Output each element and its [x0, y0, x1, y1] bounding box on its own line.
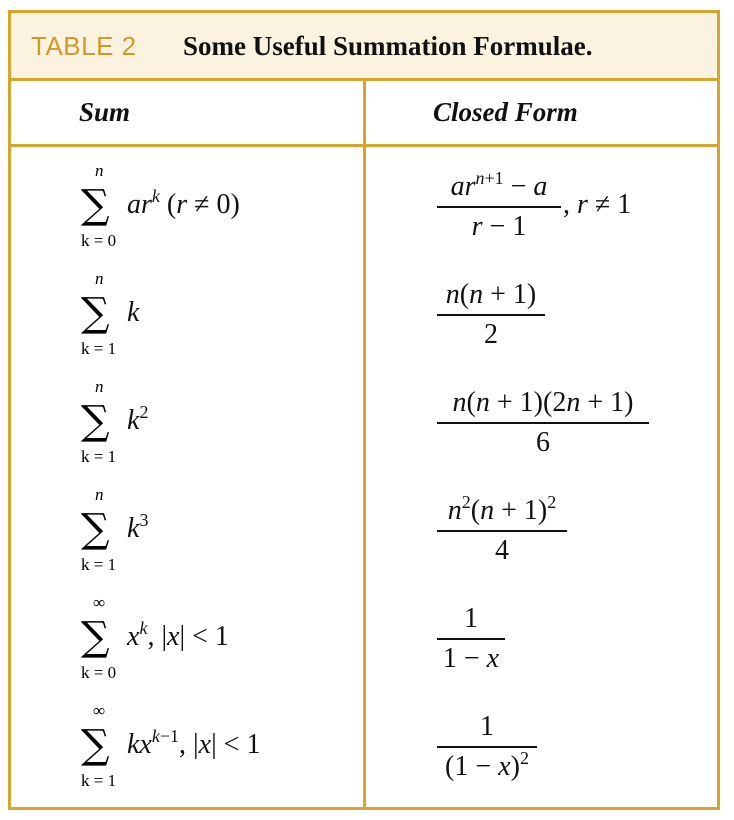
closed-form-fraction: $n^2(n + 1)^2$ 4 [437, 495, 567, 567]
sum-lower-limit: k = 1 [81, 447, 117, 466]
sum-upper-limit: n [95, 269, 104, 288]
table-label: TABLE 2 [31, 31, 137, 61]
column-header-sum: Sum [79, 97, 131, 127]
sum-upper-limit: ∞ [93, 593, 106, 612]
summation-table [8, 10, 720, 810]
sum-upper-limit: n [95, 161, 104, 180]
table-title-bar [11, 13, 717, 81]
sigma-symbol: ∑ [81, 398, 110, 444]
sum-expression: $ar^k$ (r ≠ 0) [127, 186, 240, 220]
sum-lower-limit: k = 1 [81, 555, 117, 574]
sum-lower-limit: k = 1 [81, 771, 117, 790]
sum-upper-limit: n [95, 485, 104, 504]
sum-expression: k [127, 297, 140, 328]
closed-form-fraction: 1 1 − x [437, 603, 505, 675]
sum-expression: $x^k$, |x| < 1 [127, 618, 229, 652]
closed-form-fraction: $ar^{n+1} - a$ r − 1 [437, 171, 561, 243]
closed-form-fraction: 1 $(1 - x)^2$ [437, 711, 537, 783]
sigma-symbol: ∑ [81, 614, 110, 660]
sum-expression: $k^2$ [127, 402, 149, 436]
column-header-closed-form: Closed Form [433, 97, 578, 127]
sigma-symbol: ∑ [81, 290, 110, 336]
sigma-symbol: ∑ [81, 722, 110, 768]
sum-lower-limit: k = 0 [81, 663, 117, 682]
sum-upper-limit: n [95, 377, 104, 396]
sum-expression: $k^3$ [127, 510, 149, 544]
closed-form-fraction: n(n + 1)(2n + 1) 6 [437, 387, 649, 459]
sum-lower-limit: k = 1 [81, 339, 117, 358]
closed-form-condition: , r ≠ 1 [563, 189, 632, 220]
sum-upper-limit: ∞ [93, 701, 106, 720]
sum-expression: $kx^{k-1}$, |x| < 1 [127, 726, 261, 760]
table-title: Some Useful Summation Formulae. [183, 31, 593, 61]
closed-form-fraction: n(n + 1) 2 [437, 279, 545, 351]
sum-lower-limit: k = 0 [81, 231, 117, 250]
sigma-symbol: ∑ [81, 506, 110, 552]
column-divider [363, 81, 366, 810]
sigma-symbol: ∑ [81, 182, 110, 228]
